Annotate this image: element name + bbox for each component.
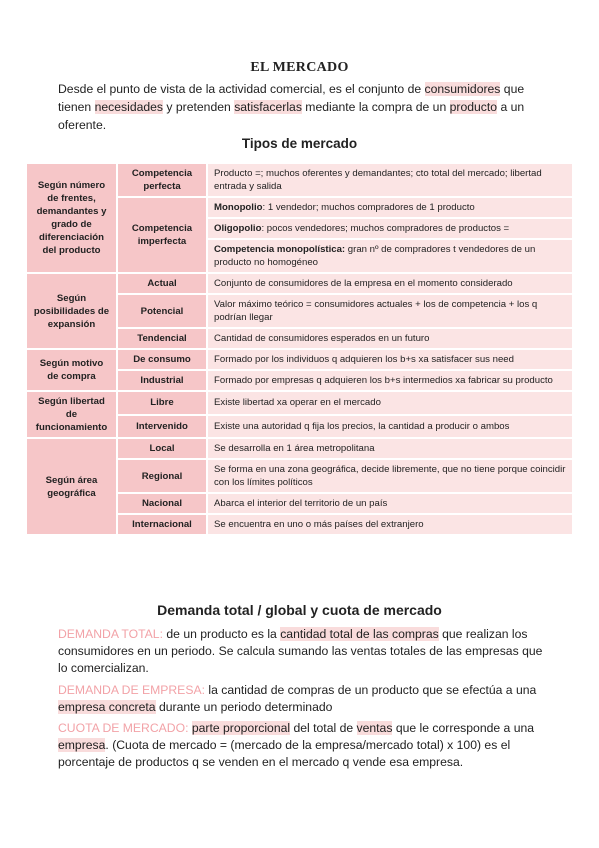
description-cell: Valor máximo teórico = consumidores actuales + los de competencia + los q podrían llegar: [208, 295, 572, 327]
description-cell: [208, 198, 572, 217]
intro-paragraph: [58, 80, 548, 134]
intro-text: a un oferente.: [58, 100, 525, 132]
subtype-cell: Actual: [118, 274, 206, 293]
section-title-tipos: Tipos de mercado: [241, 136, 358, 151]
term-label: CUOTA DE MERCADO:: [58, 721, 189, 735]
highlight-necesidades: necesidades: [94, 100, 164, 114]
bold-term: Oligopolio: [214, 223, 262, 234]
description-cell: Producto =; muchos oferentes y demandantes; cto total del mercado; libertad entrada y salida: [208, 164, 572, 196]
paragraph-text: durante un periodo determinado: [155, 700, 333, 714]
paragraph-text: la cantidad de compras de un producto que se efectúa a una: [204, 683, 537, 697]
description-cell: Conjunto de consumidores de la empresa en el momento considerado: [208, 274, 572, 293]
highlight-text: empresa concreta: [58, 700, 156, 714]
highlight-text: parte proporcional: [191, 721, 291, 735]
description-cell: Formado por los individuos q adquieren los b+s xa satisfacer sus need: [208, 350, 572, 369]
table-row: [27, 274, 572, 293]
bold-term: Monopolio: [214, 202, 263, 213]
paragraph-cuota-mercado: [58, 720, 548, 771]
subtype-cell: Tendencial: [118, 329, 206, 348]
category-cell: Según libertad de funcionamiento: [27, 392, 116, 437]
highlight-satisfacerlas: satisfacerlas: [234, 100, 302, 114]
highlight-consumidores: consumidores: [424, 82, 501, 96]
description-text: gran nº de compradores t vendedores de un producto no homogéneo: [214, 244, 536, 268]
paragraph-text: del total de: [290, 721, 357, 735]
table-row: [27, 164, 572, 196]
paragraph-text: de un producto es la: [162, 627, 281, 641]
highlight-text: ventas: [356, 721, 393, 735]
subtype-cell: Internacional: [118, 515, 206, 534]
description-cell: Se desarrolla en 1 área metropolitana: [208, 439, 572, 458]
highlight-text: empresa: [58, 738, 106, 752]
term-label: DEMANDA TOTAL:: [58, 627, 163, 641]
description-cell: Existe una autoridad q fija los precios, la cantidad a producir o ambos: [208, 416, 572, 438]
table-row: [27, 439, 572, 458]
term-label: DEMANDA DE EMPRESA:: [58, 683, 205, 697]
table-row: [27, 392, 572, 414]
intro-text: que tienen: [58, 82, 525, 114]
paragraph-demanda-total: [58, 626, 548, 677]
description-cell: Cantidad de consumidores esperados en un futuro: [208, 329, 572, 348]
description-text: : pocos vendedores; muchos compradores de productos =: [261, 223, 510, 234]
paragraph-demanda-empresa: [58, 682, 548, 716]
intro-text: y pretenden: [163, 100, 235, 114]
intro-text: mediante la compra de un: [301, 100, 450, 114]
tipos-mercado-table: [25, 162, 574, 536]
subtype-cell: Competencia imperfecta: [118, 198, 206, 272]
category-cell: Según área geográfica: [27, 439, 116, 534]
subtype-cell: De consumo: [118, 350, 206, 369]
description-cell: Se encuentra en uno o más países del extranjero: [208, 515, 572, 534]
subtype-cell: Libre: [118, 392, 206, 414]
description-cell: [208, 219, 572, 238]
description-cell: Existe libertad xa operar en el mercado: [208, 392, 572, 414]
table-row: [27, 350, 572, 369]
section-title-demanda: Demanda total / global y cuota de mercado: [157, 602, 442, 618]
subtype-cell: Nacional: [118, 494, 206, 513]
category-cell: Según posibilidades de expansión: [27, 274, 116, 348]
highlight-text: cantidad total de las compras: [280, 627, 439, 641]
bold-term: Competencia monopolística:: [214, 244, 346, 255]
subtype-cell: Industrial: [118, 371, 206, 390]
category-cell: Según motivo de compra: [27, 350, 116, 390]
subtype-cell: Potencial: [118, 295, 206, 327]
subtype-cell: Local: [118, 439, 206, 458]
description-cell: Formado por empresas q adquieren los b+s intermedios xa fabricar su producto: [208, 371, 572, 390]
subtype-cell: Intervenido: [118, 416, 206, 438]
description-cell: Se forma en una zona geográfica, decide libremente, que no tiene porque coincidir con los límites políticos: [208, 460, 572, 492]
description-cell: Abarca el interior del territorio de un país: [208, 494, 572, 513]
highlight-producto: producto: [449, 100, 498, 114]
paragraph-text: que realizan los consumidores en un periodo. Se calcula sumando las ventas totales de las empresas que lo comercializan.: [58, 627, 543, 675]
paragraph-text: . (Cuota de mercado = (mercado de la empresa/mercado total) x 100) es el porcentaje de productos q se venden en el mercado q vende esa empresa.: [58, 738, 511, 769]
subtype-cell: Competencia perfecta: [118, 164, 206, 196]
category-cell: Según número de frentes, demandantes y grado de diferenciación del producto: [27, 164, 116, 272]
page-title: EL MERCADO: [250, 60, 349, 75]
intro-text: Desde el punto de vista de la actividad comercial, es el conjunto de: [58, 82, 425, 96]
paragraph-text: que le corresponde a una: [392, 721, 535, 735]
subtype-cell: Regional: [118, 460, 206, 492]
description-text: : 1 vendedor; muchos compradores de 1 producto: [262, 202, 475, 213]
description-cell: [208, 240, 572, 272]
